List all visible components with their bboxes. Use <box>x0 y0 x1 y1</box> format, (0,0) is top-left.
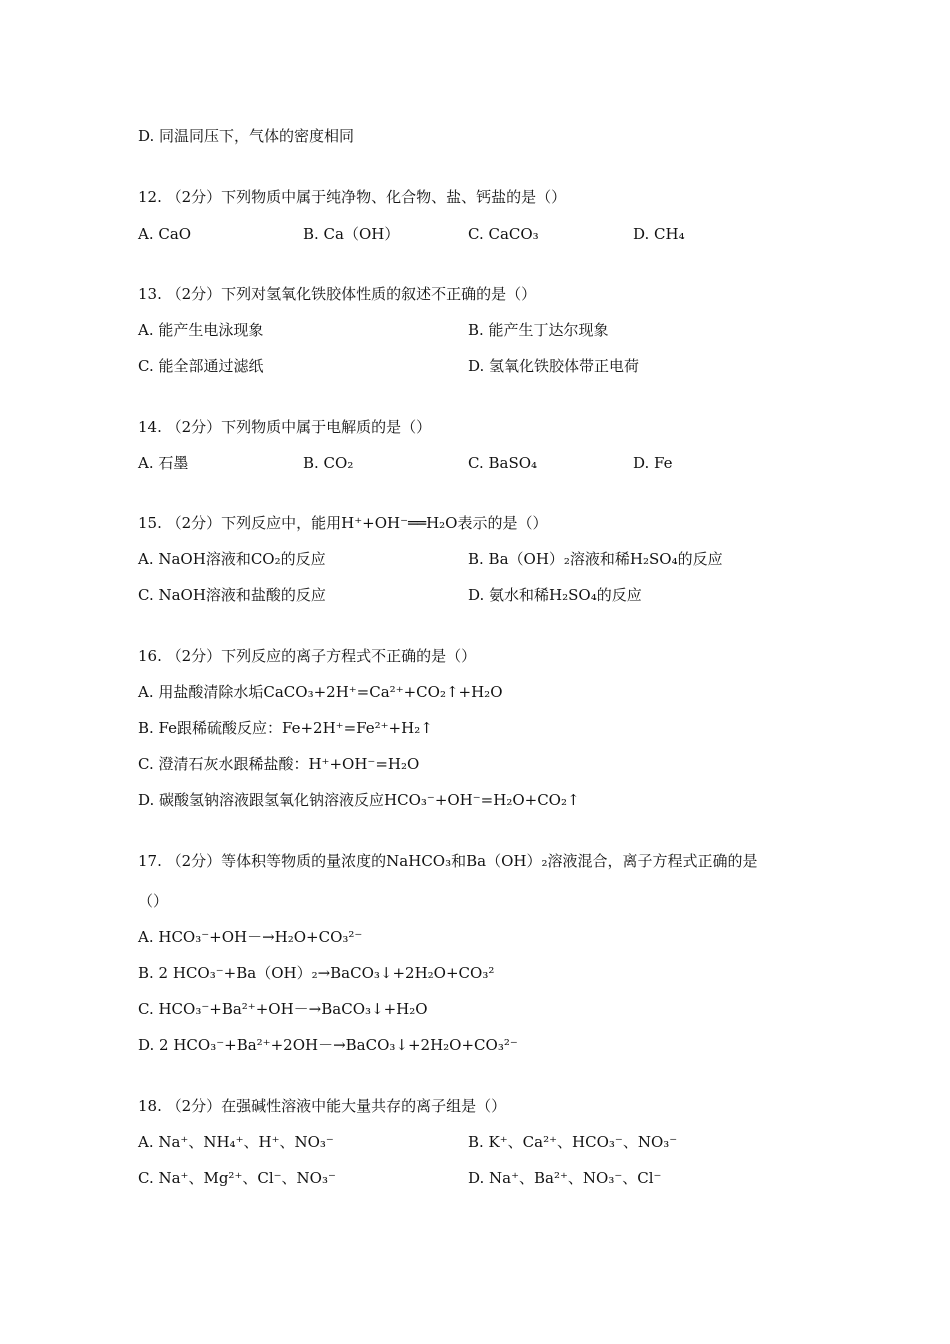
q18-option-a: A. Na⁺、NH₄⁺、H⁺、NO₃⁻ <box>138 1133 334 1151</box>
q17-stem-continued: （） <box>138 892 169 910</box>
q14-option-d: D. Fe <box>633 454 673 472</box>
q14-option-b: B. CO₂ <box>303 454 354 472</box>
q16-stem: 16. （2分）下列反应的离子方程式不正确的是（） <box>138 647 477 665</box>
q18-stem: 18. （2分）在强碱性溶液中能大量共存的离子组是（） <box>138 1097 507 1115</box>
q13-option-c: C. 能全部通过滤纸 <box>138 357 264 375</box>
q13-stem: 13. （2分）下列对氢氧化铁胶体性质的叙述不正确的是（） <box>138 285 537 303</box>
q17-option-b: B. 2 HCO₃⁻+Ba（OH）₂→BaCO₃↓+2H₂O+CO₃² <box>138 964 495 982</box>
q12-option-b: B. Ca（OH） <box>303 225 400 243</box>
q11-option-d: D. 同温同压下，气体的密度相同 <box>138 127 355 145</box>
q16-option-d: D. 碳酸氢钠溶液跟氢氧化钠溶液反应HCO₃⁻+OH⁻=H₂O+CO₂↑ <box>138 791 580 809</box>
q12-option-c: C. CaCO₃ <box>468 225 539 243</box>
q13-option-d: D. 氢氧化铁胶体带正电荷 <box>468 357 640 375</box>
q15-option-b: B. Ba（OH）₂溶液和稀H₂SO₄的反应 <box>468 550 723 568</box>
q12-option-d: D. CH₄ <box>633 225 685 243</box>
q14-option-c: C. BaSO₄ <box>468 454 538 472</box>
q17-option-c: C. HCO₃⁻+Ba²⁺+OH－→BaCO₃↓+H₂O <box>138 1000 428 1018</box>
q18-option-c: C. Na⁺、Mg²⁺、Cl⁻、NO₃⁻ <box>138 1169 336 1187</box>
q17-option-d: D. 2 HCO₃⁻+Ba²⁺+2OH－→BaCO₃↓+2H₂O+CO₃²⁻ <box>138 1036 518 1054</box>
q14-stem: 14. （2分）下列物质中属于电解质的是（） <box>138 418 432 436</box>
q12-stem: 12. （2分）下列物质中属于纯净物、化合物、盐、钙盐的是（） <box>138 188 567 206</box>
q18-option-d: D. Na⁺、Ba²⁺、NO₃⁻、Cl⁻ <box>468 1169 662 1187</box>
q17-option-a: A. HCO₃⁻+OH－→H₂O+CO₃²⁻ <box>138 928 363 946</box>
q15-option-c: C. NaOH溶液和盐酸的反应 <box>138 586 326 604</box>
q17-stem: 17. （2分）等体积等物质的量浓度的NaHCO₃和Ba（OH）₂溶液混合，离子方程式正确的是 <box>138 852 758 870</box>
q16-option-c: C. 澄清石灰水跟稀盐酸：H⁺+OH⁻=H₂O <box>138 755 420 773</box>
q13-option-a: A. 能产生电泳现象 <box>138 321 264 339</box>
q16-option-b: B. Fe跟稀硫酸反应：Fe+2H⁺=Fe²⁺+H₂↑ <box>138 719 433 737</box>
q15-stem: 15. （2分）下列反应中，能用H⁺+OH⁻══H₂O表示的是（） <box>138 514 548 532</box>
q15-option-d: D. 氨水和稀H₂SO₄的反应 <box>468 586 642 604</box>
q15-option-a: A. NaOH溶液和CO₂的反应 <box>138 550 326 568</box>
q16-option-a: A. 用盐酸清除水垢CaCO₃+2H⁺=Ca²⁺+CO₂↑+H₂O <box>138 683 503 701</box>
q14-option-a: A. 石墨 <box>138 454 189 472</box>
q18-option-b: B. K⁺、Ca²⁺、HCO₃⁻、NO₃⁻ <box>468 1133 678 1151</box>
q12-option-a: A. CaO <box>138 225 192 243</box>
q13-option-b: B. 能产生丁达尔现象 <box>468 321 609 339</box>
